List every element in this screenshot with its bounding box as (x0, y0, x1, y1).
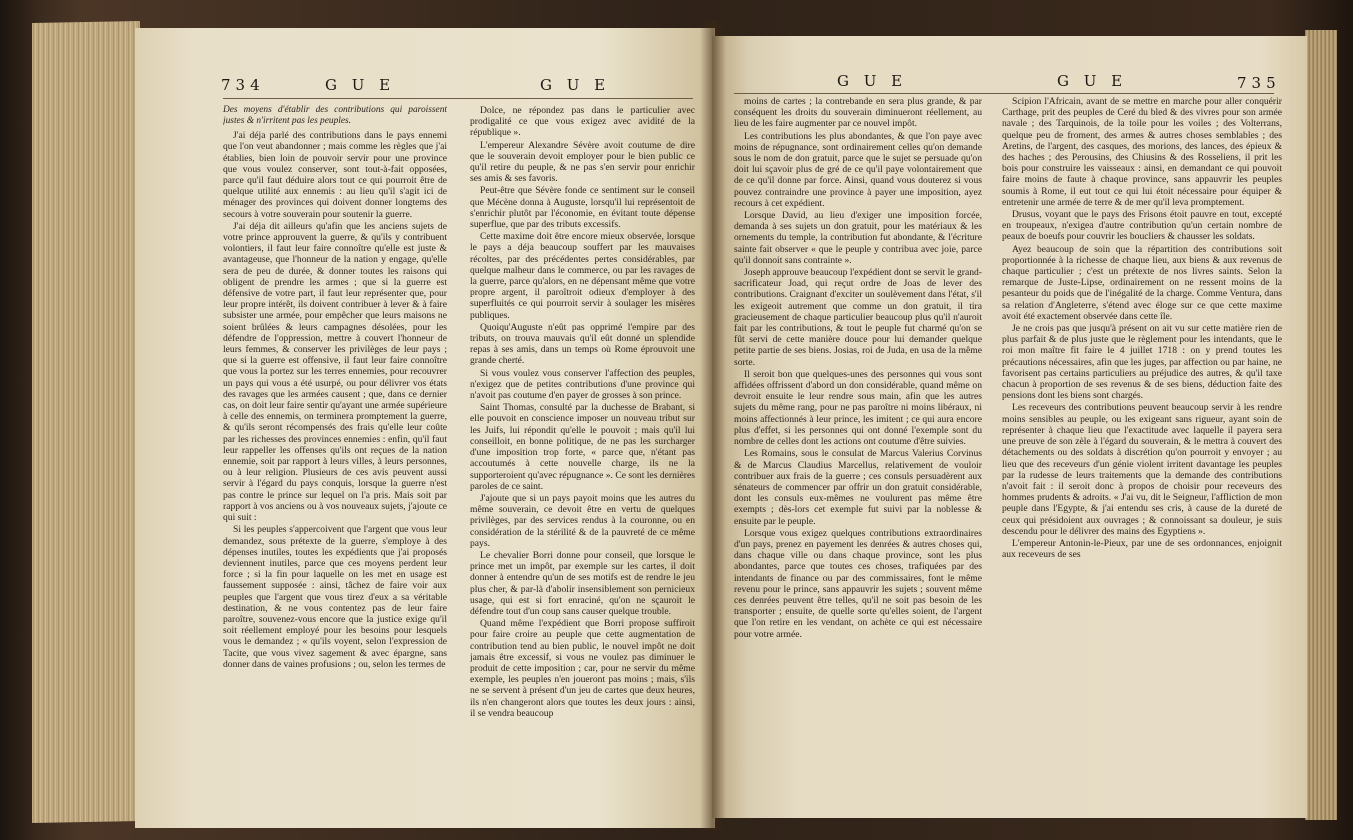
page-edges-left (32, 21, 140, 823)
left-page-column-2 (470, 105, 695, 823)
paragraph: Joseph approuve beaucoup l'expédient dont se servit le grand-sacrificateur Joad, qui reçut ordre de Joas de lever des contributions. Craignant d'exciter un soulèvement dans l'état, s'il les exigeoit autrement que comme un don gratuit, il tira gracieusement de chaque particulier beaucoup plus qu'il n'auroit fait par les contributions, & tout le peuple fut charmé qu'on se fût servi de cette manière douce pour lui demander quelque petite partie de ses biens. Josias, roi de Juda, en usa de la même sorte. (734, 267, 982, 368)
paragraph: Dolce, ne répondez pas dans le particulier avec prodigalité ce que vous exigez avec avidité de la république ». (470, 105, 695, 139)
left-page-column-1 (223, 105, 447, 823)
paragraph: Cette maxime doit être encore mieux observée, lorsque le pays a déja beaucoup souffert par les mauvaises récoltes, par des précédentes pertes considérables, par quelque malheur dans le commerce, ou par les ravages de la guerre, parce qu'alors, en ne dépensant même que votre propre argent, il paroîtroit odieux d'employer à des superfluités ce qui pourroit servir à soulager les misères publiques. (470, 231, 695, 321)
right-page-column-1 (734, 96, 982, 796)
paragraph: Scipion l'Africain, avant de se mettre en marche pour aller conquérir Carthage, prit des peuples de Ceré du bled & des vivres pour son armée navale ; des Tarquinois, de la toile pour les voiles ; des Volterrans, quelque peu de froment, des armes & autres choses semblables ; des Aretins, de l'argent, des casques, des morions, des lances, des épieux & des haches ; des Perousins, des Chiusins & des Rosseliens, il prit les bois pour construire les vaisseaux : ainsi, en demandant ce qui pouvoit faire moins de faute à chaque province, sans appauvrir les peuples soumis à Rome, il eut tout ce qui lui étoit nécessaire pour équiper & entretenir une armée de terre & de mer qu'il leva promptement. (1002, 96, 1282, 208)
paragraph: Drusus, voyant que le pays des Frisons étoit pauvre en tout, excepté en troupeaux, n'exigea d'autre contribution qu'un certain nombre de peaux de boeufs pour couvrir les boucliers & chausser les soldats. (1002, 209, 1282, 243)
head-rule (223, 98, 693, 99)
paragraph: L'empereur Antonin-le-Pieux, par une de ses ordonnances, enjoignit aux receveurs de ses (1002, 537, 1282, 561)
paragraph: Saint Thomas, consulté par la duchesse de Brabant, si elle pouvoit en conscience imposer un nouveau tribut sur les Juifs, lui répondit qu'elle le pouvoit ; mais qu'il lui conseilloit, en bonne politique, de ne pas les surcharger d'une imposition trop forte, « parce que, n'étant pas accoutumés à cette nouvelle charge, ils ne la supporteroient qu'avec répugnance ». Ce sont les dernières paroles de ce saint. (470, 402, 695, 492)
head-rule (734, 93, 1274, 94)
paragraph: J'ai déja dit ailleurs qu'afin que les anciens sujets de votre prince approuvent la guerre, & qu'ils y contribuent volontiers, il faut leur faire connoître qu'elle est juste & avantageuse, que l'honneur de la nation y engage, qu'elle sera de peu de durée, & donner toutes les raisons qui obligent de prendre les armes ; que si la guerre est défensive de votre part, il faut leur représenter que, pour leur propre intérêt, ils doivent contribuer à lever & à faire subsister une armée, pour empêcher que leurs maisons ne soient brûlées & leurs campagnes désolées, pour les défendre de l'oppression, mettre à couvert l'honneur de leurs femmes, & conserver les privilèges de leur pays ; que si la guerre est offensive, il faut leur faire connoître que vous la portez sur les terres ennemies, pour recouvrer un pays qui vous a été usurpé, ou pour délivrer vos états des ravages que les armées causent ; que, dans ce dernier cas, on doit leur faire sentir qu'ayant une armée supérieure à celle des ennemis, on terminera promptement la guerre, & qu'ils seront récompensés des frais qu'elle leur coûte par les richesses des provinces ennemies : enfin, qu'il faut leur rappeller les offenses qu'ils ont reçues de la nation ennemie, soit par rapport à leurs villes, à leurs personnes, ou à leur religion. Plusieurs de ces avis peuvent aussi servir à l'égard du pays conquis, lorsque la guerre n'est pas contre le prince sur lequel on l'a pris. Mais soit par rapport à vos anciens ou à vos nouveaux sujets, j'ajoute ce qui suit : (223, 220, 447, 524)
left-page (135, 28, 715, 828)
paragraph: Les receveurs des contributions peuvent beaucoup servir à les rendre moins sensibles au peuple, ou les exigeant sans rigueur, ayant soin de représenter à chaque lieu que l'exactitude avec laquelle il payera sera une preuve de son zèle à l'égard du souverain, & le mettra à couvert des détachements ou des soldats à discrétion qu'on pourroit y envoyer ; au lieu que des receveurs d'un génie violent irritent davantage les peuples par la rudesse de leurs traitements que la demande des contributions n'avoit fait : il seroit donc à propos de choisir pour receveurs des hommes prudents & adroits. « J'ai vu, dit le Seigneur, l'affliction de mon peuple dans l'Egypte, & j'ai entendu ses cris, à cause de la dureté de ceux qui présidoient aux ouvrages ; & connoissant sa douleur, je suis descendu pour le délivrer des mains des Egyptiens ». (1002, 402, 1282, 537)
running-head: G U E (837, 72, 908, 90)
paragraph: Je ne crois pas que jusqu'à présent on ait vu sur cette matière rien de plus parfait & de plus juste que le règlement pour les intendants, que le roi mon maître fit faire le 4 juillet 1718 : on y prend toutes les précautions nécessaires, afin que les juges, par affection ou par haine, ne favorisent pas certains particuliers au préjudice des autres, & qu'il taxe chacun à proportion de ses revenus & de ses biens, déduction faite des pensions dont les biens sont chargés. (1002, 323, 1282, 402)
page-number: 734 (221, 76, 265, 94)
page-number: 735 (1237, 74, 1281, 92)
paragraph: Quoiqu'Auguste n'eût pas opprimé l'empire par des tributs, on trouva mauvais qu'il eût donné un splendide repas à ses amis, dans un temps où Rome éprouvoit une grande cherté. (470, 321, 695, 367)
paragraph: Si les peuples s'appercoivent que l'argent que vous leur demandez, sous prétexte de la guerre, s'employe à des dépenses inutiles, toutes les expédients que j'ai proposés deviennent inutiles, parce que ces moyens perdent leur force ; si la fin pour laquelle on les met en usage est faussement supposée : ainsi, tâchez de faire voir aux peuples que l'argent que vous tirez d'eux a sa véritable destination, & ne vous contentez pas de leur faire paroître, souvenez-vous encore que la justice exige qu'il soit réellement employé pour les besoins pour lesquels vous le demandez ; « qu'ils voyent, selon l'expression de Tacite, que vous vivez sagement & avec épargne, sans donner dans de vaines profusions ; ou, selon les termes de (223, 524, 447, 670)
paragraph: Quand même l'expédient que Borri propose suffiroit pour faire croire au peuple que cette augmentation de contribution tend au bien public, le nouvel impôt ne doit jamais être excessif, si vous ne voulez pas diminuer le produit de cette imposition ; car, pour ne servir du même exemple, les peuples n'en joueront pas moins ; mais, s'ils ne se servent à présent d'un jeu de cartes que deux heures, ils n'en changeront alors que toutes les deux jours : ainsi, il se vendra beaucoup (470, 618, 695, 719)
book-gutter (700, 20, 726, 830)
paragraph: Il seroit bon que quelques-unes des personnes qui vous sont affidées offrissent d'abord un don considérable, quand même on devroit ensuite le leur rendre sous main, afin que les autres sujets du même rang, pour ne pas paroître ni moins libéraux, ni moins affectionnés à leur prince, les imitent ; ce qui aura encore plus d'effet, si les personnes qui ont donné l'exemple sont du nombre de celles dont les actions ont coutume d'être suivies. (734, 368, 982, 448)
paragraph: Si vous voulez vous conserver l'affection des peuples, n'exigez que de petites contributions d'une province qui n'avoit pas coutume d'en payer de grosses à son prince. (470, 367, 695, 402)
paragraph: moins de cartes ; la contrebande en sera plus grande, & par conséquent les droits du souverain diminueront réellement, au lieu de les faire augmenter par ce nouvel impôt. (734, 96, 982, 130)
right-page-column-2 (1002, 96, 1282, 796)
paragraph: L'empereur Alexandre Sévère avoit coutume de dire que le souverain devoit employer pour le bien public ce qu'il retire du peuple, & ne pas s'en servir pour enrichir ses amis & ses favoris. (470, 139, 695, 185)
page-edges-right (1305, 30, 1337, 820)
paragraph: Lorsque David, au lieu d'exiger une imposition forcée, demanda à ses sujets un don gratuit, pour les matériaux & les ornements du temple, la contribution fut abondante, & l'écriture sainte fait observer « que le peuple y contribua avec joie, parce qu'il donnoit sans contrainte ». (734, 210, 982, 266)
paragraph: J'ai déja parlé des contributions dans le pays ennemi que l'on veut abandonner ; mais comme les règles que j'ai établies, bien loin de pouvoir servir pour une province que vous voulez conserver, sont tout-à-fait opposées, parce qu'il faut déduire alors tout ce qui pourroit être de quelque utilité aux ennemis : au lieu qu'il s'agit ici de ménager des provinces qui doivent donner longtems des secours à votre souverain pour soutenir la guerre. (223, 130, 447, 220)
paragraph: Les contributions les plus abondantes, & que l'on paye avec moins de répugnance, sont ordinairement celles qu'on demande sous le nom de don gratuit, parce que le sujet se persuade qu'on doit lui sçavoir plus de gré de ce qu'il paye volontairement que de ce qu'il donne par force. Ainsi, quand vous douterez si vous pouvez contraindre une province à payer une imposition, ayez recours à cet expédient. (734, 130, 982, 209)
paragraph: Ayez beaucoup de soin que la répartition des contributions soit proportionnée à la richesse de chaque lieu, aux biens & aux revenus de chaque particulier ; c'est un prétexte de nos livres saints. Selon la remarque de Juste-Lipse, ordinairement on ne ressent moins de la pesanteur du poids que de l'inégalité de la charge. Comme Ventura, dans sa relation d'Angleterre, s'étend avec éloge sur ce que cette maxime avoit été exactement observée dans cette île. (1002, 243, 1282, 322)
running-head: G U E (540, 76, 611, 94)
paragraph: J'ajoute que si un pays payoit moins que les autres du même souverain, ce devoit être en vertu de quelques privilèges, par des services rendus à la couronne, ou en considération de la stérilité & de la pauvreté de ce même pays. (470, 492, 695, 549)
right-page (712, 36, 1307, 818)
paragraph: Peut-être que Sévère fonde ce sentiment sur le conseil que Mécène donna à Auguste, lorsqu'il lui représentoit de s'enrichir plutôt par l'économie, en évitant toute dépense superflue, que par des tributs excessifs. (470, 185, 695, 231)
section-title: Des moyens d'établir des contributions qui paroissent justes & n'irritent pas les peuples. (223, 105, 447, 126)
paragraph: Le chevalier Borri donne pour conseil, que lorsque le prince met un impôt, par exemple sur les cartes, il doit donner à entendre qu'un de ses motifs est de rendre le jeu plus cher, & par-là d'abolir insensiblement son pernicieux usage, qui est si fort enraciné, qu'on ne sçauroit le défendre tout d'un coup sans causer quelque trouble. (470, 549, 695, 617)
running-head: G U E (1057, 72, 1128, 90)
running-head: G U E (325, 76, 396, 94)
paragraph: Les Romains, sous le consulat de Marcus Valerius Corvinus & de Marcus Claudius Marcellus, relativement de vouloir contribuer aux frais de la guerre ; ces consuls persuadèrent aux sénateurs de commencer par offrir un don gratuit considérable, dont les consuls eux-mêmes ne voulurent pas même être exempts ; dès-lors cet exemple fut suivi par la noblesse & ensuite par le peuple. (734, 448, 982, 527)
paragraph: Lorsque vous exigez quelques contributions extraordinaires d'un pays, prenez en payement les denrées & autres choses qui, dans chaque ville ou dans chaque province, sont les plus abondantes, parce que toutes ces choses, trafiquées par des intendants de finance ou par des commissaires, font le même revenu pour le prince, sans appauvrir les sujets ; souvent même ces denrées peuvent être telles, qu'il ne soit pas besoin de les transporter ; ensuite, de quelle sorte qu'elles soient, de l'argent que l'on retire en les vendant, on achète ce qui est nécessaire pour votre armée. (734, 527, 982, 640)
